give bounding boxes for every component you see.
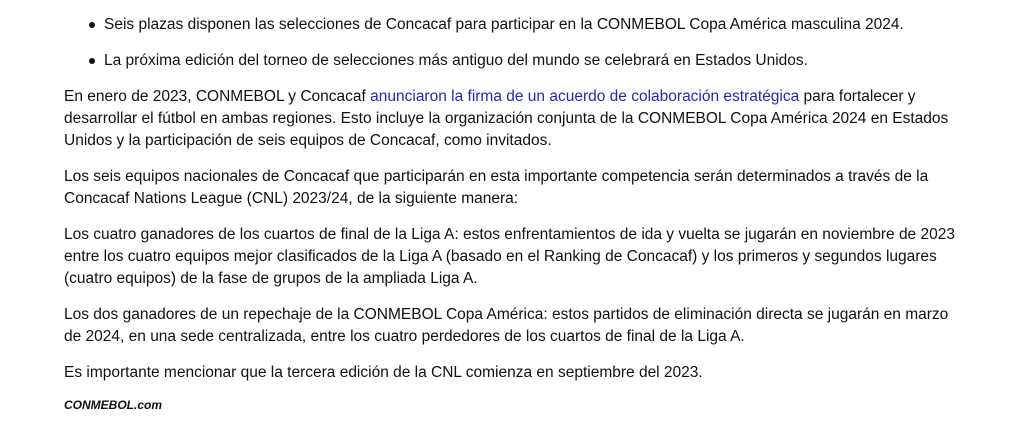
paragraph-agreement-rest: para fortalecer y desarrollar el fútbol en ambas regiones. Esto incluye la organización conjunta de la CONMEBOL Copa América 2024 en Estados Unidos y la participación de seis equipos de Concacaf, como invitados.	[64, 88, 949, 149]
paragraph-liga-a-winners: Los cuatro ganadores de los cuartos de final de la Liga A: estos enfrentamientos de ida y vuelta se jugarán en noviembre de 2023 entre los cuatro equipos mejor clasificados de la Liga A (basado en el Ranking de Concacaf) y los primeros y segundos lugares (cuatro equipos) de la fase de grupos de la ampliada Liga A.	[64, 226, 955, 287]
summary-bullet-list	[64, 14, 964, 72]
agreement-link[interactable]: anunciaron la firma de un acuerdo de colaboración estratégica	[370, 88, 800, 105]
paragraph-playoff: Los dos ganadores de un repechaje de la CONMEBOL Copa América: estos partidos de eliminación directa se jugarán en marzo de 2024, en una sede centralizada, entre los cuatro perdedores de los cuartos de final de la Liga A.	[64, 306, 949, 345]
summary-bullet-2: La próxima edición del torneo de selecciones más antiguo del mundo se celebrará en Estados Unidos.	[104, 50, 964, 72]
paragraph-agreement	[64, 86, 964, 152]
paragraph-agreement-intro: En enero de 2023, CONMEBOL y Concacaf	[64, 88, 371, 105]
summary-bullet-1: Seis plazas disponen las selecciones de Concacaf para participar en la CONMEBOL Copa América masculina 2024.	[104, 14, 964, 36]
paragraph-cnl-start: Es importante mencionar que la tercera edición de la CNL comienza en septiembre del 2023.	[64, 364, 703, 381]
paragraph-qualification: Los seis equipos nacionales de Concacaf que participarán en esta importante competencia serán determinados a través de la Concacaf Nations League (CNL) 2023/24, de la siguiente manera:	[64, 168, 929, 207]
source-credit: CONMEBOL.com	[64, 398, 163, 412]
